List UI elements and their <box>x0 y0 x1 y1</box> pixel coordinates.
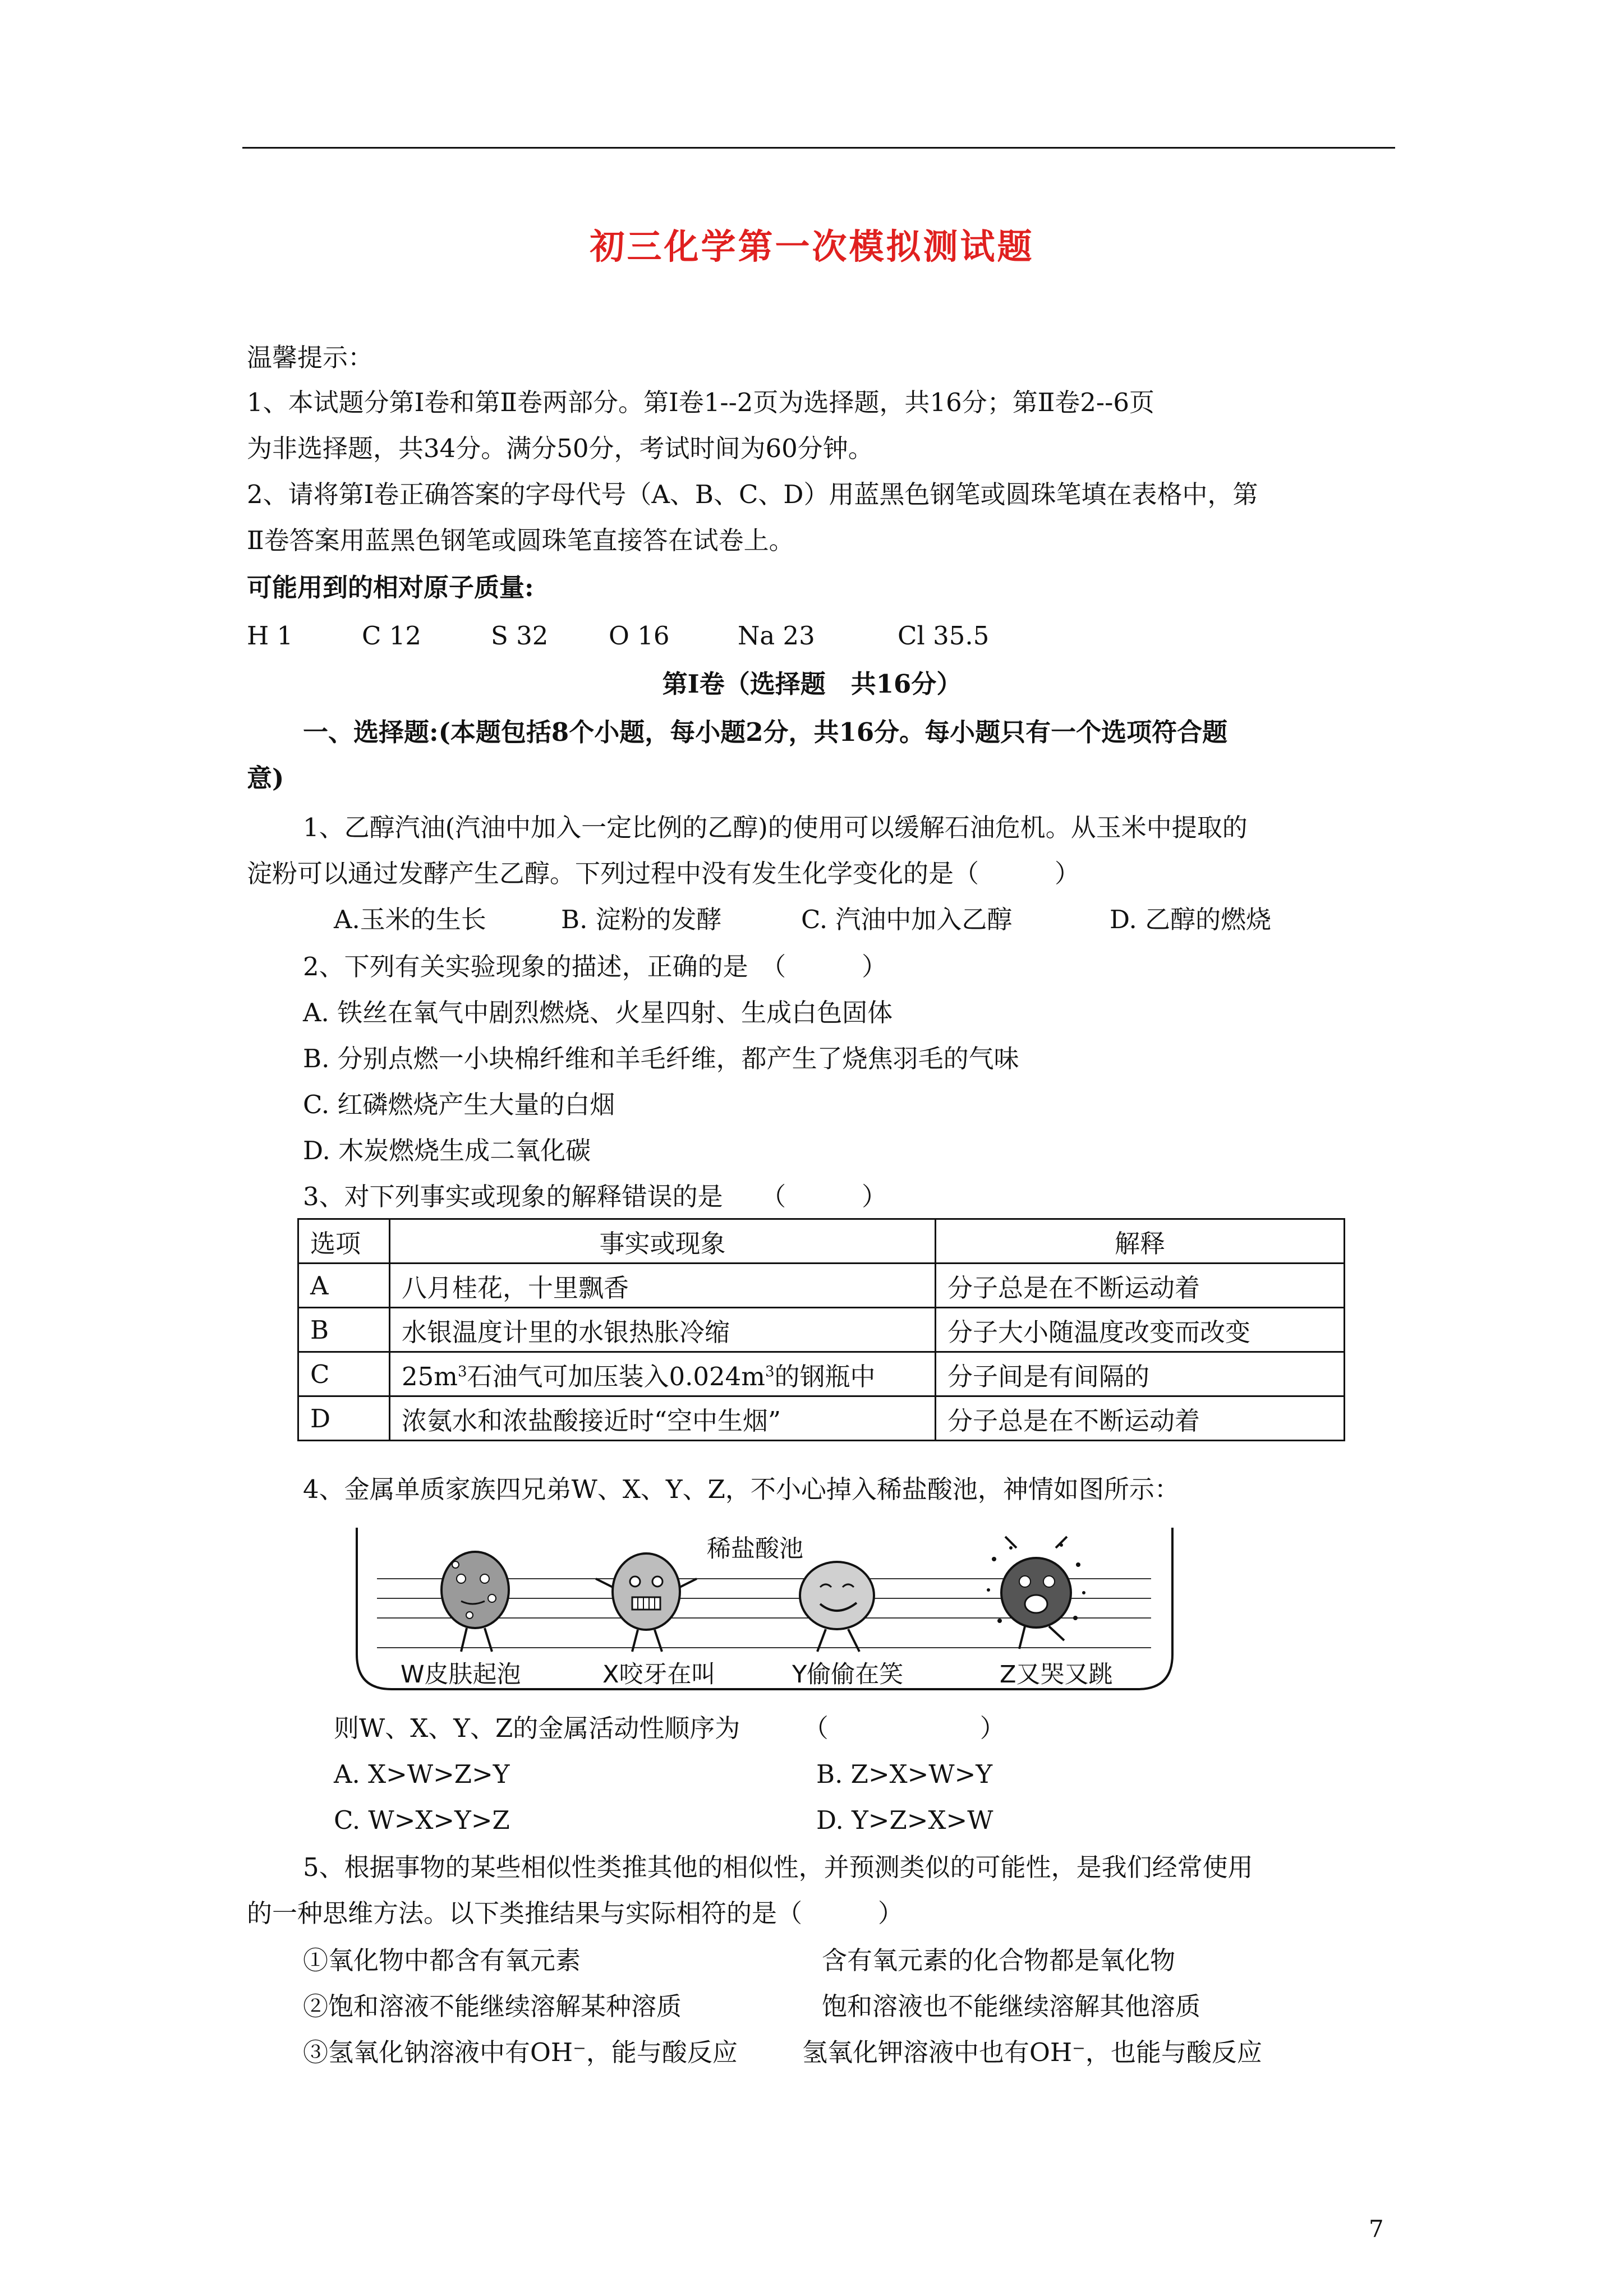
q5-item2-premise: ②饱和溶液不能继续溶解某种溶质 <box>303 1991 682 2021</box>
fact-part: 石油气可加压装入0.024m <box>467 1361 765 1391</box>
table-row <box>298 1308 1345 1352</box>
q5-stem-line2: 的一种思维方法。以下类推结果与实际相符的是（ ） <box>247 1898 904 1928</box>
tips-heading: 温馨提示： <box>247 343 374 372</box>
q4-option-a: A. X>W>Z>Y <box>334 1759 510 1789</box>
q1-option-a: A.玉米的生长 <box>334 905 486 934</box>
q5-item3-premise: ③氢氧化钠溶液中有OH⁻，能与酸反应 <box>303 2037 738 2067</box>
table-cell-explanation: 分子总是在不断运动着 <box>936 1396 1345 1441</box>
table-cell-option: C <box>298 1352 390 1396</box>
q5-item1-premise: ①氧化物中都含有氧元素 <box>303 1945 581 1975</box>
q3-stem: 3、对下列事实或现象的解释错误的是 （ ） <box>303 1182 887 1211</box>
q4-stem: 4、金属单质家族四兄弟W、X、Y、Z，不小心掉入稀盐酸池，神情如图所示： <box>303 1474 1180 1504</box>
table-cell-fact: 浓氨水和浓盐酸接近时“空中生烟” <box>390 1396 936 1441</box>
atomic-mass-s: S 32 <box>491 621 549 651</box>
table-header-explanation: 解释 <box>936 1219 1345 1264</box>
pool-label: 稀盐酸池 <box>707 1535 803 1563</box>
q5-stem-line1: 5、根据事物的某些相似性类推其他的相似性，并预测类似的可能性，是我们经常使用 <box>303 1852 1253 1882</box>
label-y: Y偷偷在笑 <box>792 1661 904 1689</box>
q1-option-d: D. 乙醇的燃烧 <box>1110 905 1272 934</box>
q1-option-b: B. 淀粉的发酵 <box>561 905 722 934</box>
table-row <box>298 1396 1345 1441</box>
z-character <box>987 1537 1085 1649</box>
label-x: X咬牙在叫 <box>602 1661 716 1689</box>
atomic-mass-heading: 可能用到的相对原子质量: <box>247 573 534 602</box>
tips-item2-line2: Ⅱ卷答案用蓝黑色钢笔或圆珠笔直接答在试卷上。 <box>247 525 794 555</box>
table-cell-fact <box>390 1352 936 1396</box>
q5-item3-inference: 氢氧化钾溶液中也有OH⁻，也能与酸反应 <box>802 2037 1262 2067</box>
tips-item1-line2: 为非选择题，共34分。满分50分，考试时间为60分钟。 <box>247 434 873 463</box>
section1-heading: 第Ⅰ卷（选择题 共16分） <box>662 669 962 699</box>
page-title: 初三化学第一次模拟测试题 <box>590 226 1034 267</box>
table-cell-explanation: 分子大小随温度改变而改变 <box>936 1308 1345 1352</box>
q4-option-c: C. W>X>Y>Z <box>334 1805 510 1835</box>
q2-option-b: B. 分别点燃一小块棉纤维和羊毛纤维，都产生了烧焦羽毛的气味 <box>303 1044 1019 1073</box>
table-cell-fact: 水银温度计里的水银热胀冷缩 <box>390 1308 936 1352</box>
fact-part: 25m <box>402 1361 458 1391</box>
tips-item1-line1: 1、本试题分第Ⅰ卷和第Ⅱ卷两部分。第Ⅰ卷1--2页为选择题，共16分；第Ⅱ卷2--6页 <box>247 388 1154 417</box>
table-header-option: 选项 <box>298 1219 390 1264</box>
q3-table <box>297 1218 1345 1441</box>
q4-option-d: D. Y>Z>X>W <box>816 1805 993 1835</box>
table-header-row <box>298 1219 1345 1264</box>
q2-stem: 2、下列有关实验现象的描述，正确的是 （ ） <box>303 952 887 981</box>
table-cell-option: D <box>298 1396 390 1441</box>
tips-item2-line1: 2、请将第Ⅰ卷正确答案的字母代号（A、B、C、D）用蓝黑色钢笔或圆珠笔填在表格中，第 <box>247 480 1258 509</box>
q5-item2-inference: 饱和溶液也不能继续溶解其他溶质 <box>822 1991 1201 2021</box>
table-row <box>298 1264 1345 1308</box>
superscript: 3 <box>765 1363 775 1380</box>
atomic-mass-cl: Cl 35.5 <box>898 621 990 651</box>
table-row <box>298 1352 1345 1396</box>
q1-stem-line2: 淀粉可以通过发酵产生乙醇。下列过程中没有发生化学变化的是（ ） <box>247 859 1080 888</box>
fact-part: 的钢瓶中 <box>774 1361 876 1391</box>
atomic-mass-h: H 1 <box>247 621 293 651</box>
section1-instructions-line2: 意) <box>247 763 284 793</box>
q2-option-a: A. 铁丝在氧气中剧烈燃烧、火星四射、生成白色固体 <box>303 998 893 1027</box>
q5-item1-inference: 含有氧元素的化合物都是氧化物 <box>822 1945 1176 1975</box>
atomic-mass-o: O 16 <box>609 621 670 651</box>
table-cell-explanation: 分子间是有间隔的 <box>936 1352 1345 1396</box>
table-cell-fact: 八月桂花，十里飘香 <box>390 1264 936 1308</box>
page-number: 7 <box>1369 2215 1384 2243</box>
w-character <box>441 1552 509 1652</box>
table-cell-option: B <box>298 1308 390 1352</box>
q2-option-d: D. 木炭燃烧生成二氧化碳 <box>303 1136 591 1165</box>
y-character <box>800 1562 874 1652</box>
q1-option-c: C. 汽油中加入乙醇 <box>801 905 1013 934</box>
acid-pool-figure <box>355 1525 1175 1694</box>
q2-option-c: C. 红磷燃烧产生大量的白烟 <box>303 1090 615 1119</box>
q1-stem-line1: 1、乙醇汽油(汽油中加入一定比例的乙醇)的使用可以缓解石油危机。从玉米中提取的 <box>303 813 1248 842</box>
q4-option-b: B. Z>X>W>Y <box>816 1759 993 1789</box>
label-w: W皮肤起泡 <box>401 1661 521 1689</box>
superscript: 3 <box>457 1363 467 1380</box>
x-character <box>596 1553 697 1652</box>
table-cell-explanation: 分子总是在不断运动着 <box>936 1264 1345 1308</box>
atomic-mass-c: C 12 <box>362 621 421 651</box>
label-z: Z又哭又跳 <box>1000 1661 1113 1689</box>
table-header-fact: 事实或现象 <box>390 1219 936 1264</box>
table-cell-option: A <box>298 1264 390 1308</box>
section1-instructions-line1: 一、选择题:(本题包括8个小题，每小题2分，共16分。每小题只有一个选项符合题 <box>303 717 1228 747</box>
atomic-mass-na: Na 23 <box>738 621 815 651</box>
q4-question: 则W、X、Y、Z的金属活动性顺序为 （ ） <box>334 1713 1005 1743</box>
header-rule <box>242 147 1395 149</box>
